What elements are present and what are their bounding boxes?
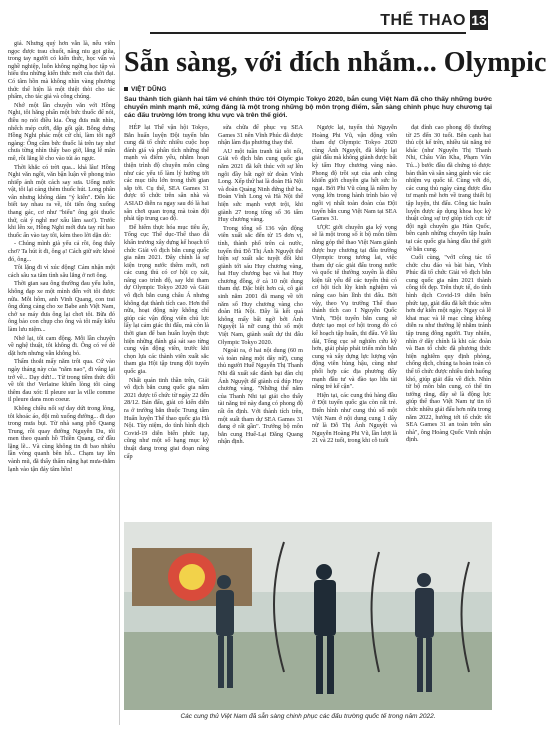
byline-author: VIỆT DŨNG [131, 86, 167, 93]
page-number: 13 [471, 12, 487, 28]
left-paragraph: Tôi lặng đi vì xúc động! Cảm nhận một cách sâu xa tâm tình sâu lắng ở nơi ông. [8, 264, 115, 279]
left-paragraph: - Chúng mình già yếu cả rồi, ông thấy chơ? Ta hút ít đi, ông ạ! Cách giữ sức khoẻ đó, ông... [8, 240, 115, 263]
body-paragraph: đạt đỉnh cao phong độ thường từ 25 đến 30 tuổi. Bên cạnh hai thủ cột kể trên, nhiều tài năng trẻ khác (như Nguyễn Thị Thanh Nhi, Châu Văn Kha, Phạm Văn Tú...) bước đầu đã chứng tỏ được bản thân và sẵn sàng gánh vác các nhiệm vụ quốc tế. Cùng với đó, các cung thủ ngày càng được đầu tư mạnh mẽ hơn về trang thiết bị tập luyện, thi đấu. Công tác huấn luyện được áp dụng khoa học kỹ thuật cũng sự trợ giúp tích cực từ đội ngũ chuyên gia Hàn Quốc, bên cạnh những chuyến tập huấn tại các quốc gia hàng đầu thế giới về bắn cung. [406, 124, 491, 253]
article-body [124, 124, 492, 520]
archery-photo [124, 522, 492, 710]
left-paragraph: Thời khắc có trời qua... khá lâu! Hồng Nghi văn ngồi, văn bận luận về phong trào nhiếp ảnh một cách say sưa. Uống nước vật, tôi lại cảng thèm thuốc hút. Long phân vân nhưng không dám "ý kiến". Đến lúc biết tay nhau ra về, tôi tiến ông xuống thang gác, cơ như "biểu" ông gói thuốc thứ, cái ý nghĩ mơ xấu lâm sao!). Trước khi lên xe, Hồng Nghi mới đưa tay rút bao thuốc ấn vào tay tôi, kèm theo lời dặn dò: [8, 163, 115, 239]
body-paragraph: Ngược lại, tuyển thủ Nguyễn Hoàng Phi Vũ, vận động viên tham dự Olympic Tokyo 2020 cùng Ánh Nguyệt, đã khép lại giải đấu mà không giành được bất kỳ tấm Huy chương vàng nào. Phong độ trồi sụt của anh cũng khiến giới chuyên gia hết sức lo ngại. Bởi Phi Vũ cùng là niềm hy vọng lớn trong hành trình bảo vệ ngôi vị nhất toàn đoàn của Đội tuyển bắn cung Việt Nam tại SEA Games 31. [312, 124, 397, 223]
body-paragraph: AU một tuần tranh tài sôi nổi, Giải vô địch bắn cung quốc gia năm 2021 đã kết thúc với sự lên ngôi đầy bất ngờ từ đoàn Vĩnh Long. Xếp thứ hai là đoàn Hà Nội và đoàn Quảng Ninh đứng thứ ba. Đoàn Vĩnh Long và Hà Nội thể hiện sức mạnh vượt trội, khi giành 27 trong tổng số 36 tấm Huy chương vàng. [218, 147, 303, 224]
body-paragraph: Nhất quán tinh thần trên, Giải vô địch bắn cung quốc gia năm 2021 được tổ chức từ ngày 22 đến 28/12. Bản đấu, giải có kiến diễn ra ở trường bắn thuộc Trung tâm Huấn luyện Thể thao quốc gia Hà Nội. Tùy niệm, do tình hình dịch Covid-19 diễn biến phức tạp, cũng như một số hạng mục kỹ thuật đang trong giai đoạn nâng cấp [124, 376, 209, 460]
body-column-1 [124, 124, 209, 520]
byline-square-icon [124, 87, 128, 91]
article-lead: Sau thành tích giành hai tấm vé chính thức tới Olympic Tokyo 2020, bắn cung Việt Nam đã cho thấy những bước chuyển mình mạnh mẽ, xứng đáng là một trong những bộ môn trọng điểm, sẵn sàng chinh phục huy chương tại các đấu trường lớn trong khu vực và trên thế giới. [124, 96, 492, 120]
body-column-2 [218, 124, 303, 520]
body-paragraph: Ngoài ra, ở hai nội dung (60 m và toàn năng một dây nữ), cung thủ người Huế Nguyễn Thị Thanh Nhi đã xuất sắc đánh bại đàn chị Ánh Nguyệt để giành cú đúp Huy chương vàng. "Những thế năm của Thanh Nhi tại giải cho thấy tài năng trẻ này đang có phong độ rất ổn định. Với thành tích trên, một suất tham dự SEA Games 31 đang ở rất gần". Trưởng bộ môn bắn cung Huế-Lại Đăng Quang nhận định. [218, 347, 303, 446]
body-paragraph: Cuối cùng, "vớI công tác tổ chức chu đáo và bài bản, Vĩnh Phúc đã tổ chức Giải vô địch bắn cung quốc gia năm 2021 thành công tốt đẹp. Trên thực tế, do tình hình dịch Covid-19 diễn biến phức tạp, giải đấu đã kết thúc sớm hơn dự kiến một ngày. Ngay cả lễ khai mạc và lễ mạc cũng không diễn ra như thường lệ nhằm tránh tập trung đông người. Tuy nhiên, nhìn ở dây chính là khi các đoàn và Ban tổ chức đã phương thức hiện nghiêm quy định phòng, chống dịch, chúng ta hoàn toàn có thể tổ chức được nhiều tình huống khó, giúp giải đấu về đích. Nhìn từ bộ môn bắn cung, có thể tin tưởng rằng, đây sẽ là động lực giúp thể thao Việt Nam tự tin tổ chức nhiều giải đấu hơn nữa trong năm 2022, hướng tới tổ chức tốt SEA Games 31 an toàn trên sân nhà", ông Hoàng Quốc Vinh nhận định. [406, 254, 491, 444]
column-divider [119, 40, 120, 725]
page-header [150, 10, 488, 32]
archery-photo-illustration [124, 522, 492, 710]
photo-caption: Các cung thủ Việt Nam đã sẵn sàng chinh phục các đấu trường quốc tế trong năm 2022. [180, 713, 436, 720]
left-paragraph: Nhớ một lần chuyện văn với Hồng Nghi, tôi hăng phấn một bức thuốc để nói, điều nọ nói điều kia. Ông đưa mắt nhìn, nhếch mép cười, đắp gối gật. Bỗng dưng Hồng Nghi phác một cử chỉ, làm tôi ngỡ ngàng: Ông cầm bức thuốc lá trên tay như chưa từng nhìn thấy bao giờ, lắng lẽ mân mê, rồi lẳng lẽ cho vào túi áo ngực. [8, 101, 115, 162]
left-paragraph: Thời gian sau ông thường đau yếu luôn, không đạp xe một mình đến với tôi được nữa. Mỗi hôm, anh Vinh Quang, con trai ông dùng cảng cho xe Babe anh Việt Nam, chở xe máy đưa ông lại chơi tôi. Bữa đó ông bảo con chụp cho ông và tôi mấy kiểu làm lưu niệm... [8, 280, 115, 333]
left-column [8, 40, 115, 725]
body-paragraph: Trong tổng số 136 vận động viên xuất sắc đến từ 15 đơn vị, tỉnh, thành phố trên cả nước, tuyển thủ Đỗ Thị Ánh Nguyệt thể hiện sự xuất sắc tuyệt đối khi giành tới sáu Huy chương vàng, hai Huy chương bạc và hai Huy chương đồng, ở cả 10 nội dung tham dự. Đặc biệt hơn cả, cô gái sinh năm 2001 đã mang về tới năm số Huy chương vàng cho đoàn Hà Nội. Đây là kết quả không mấy bất ngờ bởi Ánh Nguyệt là nữ cung thủ số một Việt Nam, giành suất dự thi đấu Olympic Tokyo 2020. [218, 224, 303, 346]
body-paragraph: sửa chữa để phục vụ SEA Games 31 nên Vĩnh Phúc đã được nhận làm địa phương thay thế. [218, 124, 303, 147]
section-title: THỂ THAO [380, 12, 466, 29]
left-paragraph: Thấm thoắt mấy năm trôi qua. Cứ vào ngày tháng này của "năm nao", đi vâng lại trở về... Dạy dứt!... Từ trong tiềm thức đối về tôi thơ Verlaine khiến lòng tôi càng thêm đau xót: Il pleure sur la ville comme il pleure dans mon coeur. [8, 358, 115, 404]
body-paragraph: Để hiểm thực hóa mục tiêu ấy, Tổng cục Thể dục-Thể thao đã khẩn trương xây dựng kế hoạch tổ chức Giải vô địch bắn cung quốc gia năm 2021. Đây chính là sự kiện trọng nước thêm mới, nơi các cung thủ có cơ hội cọ xát, nâng cao trình độ, say khi tham dự Olympic Tokyo 2020 và Giải vô địch bắn cung châu Á nhưng không đạt thành tích cao. Hơn thế nữa, hoạt động này không chỉ giúp các vận động viên chủ lực lấy lại cảm giác thi đấu, mà còn là thời gian để ban huấn luyện thực hiện những đánh giá sát sao từng cung vận động viên, trước khi chọn lựa các thành viên xuất sắc tham gia Hội tập trung đội tuyển quốc gia. [124, 223, 209, 375]
header-rule [150, 32, 466, 34]
body-column-4 [406, 124, 491, 520]
left-paragraph: Nhớ lại, tôi cam động. Mỗi lần chuyện về nghệ thuật, tôi không đi. Ông có vẻ dè dặt hơn nhưng vẫn không bỏ. [8, 334, 115, 357]
body-column-3 [312, 124, 397, 520]
body-paragraph: ƯỢC giới chuyên gia ký vọng sẽ là một trong số ít bộ môn tiềm năng góp thể thao Việt Nam giành được huy chương tại đấu trường Olympic trong tương lai, việc tham dự các giải đấu trong nước và quốc tế thường xuyên là điều kiện tất yếu để các tuyển thủ có cơ hội tích lũy kinh nghiệm và nâng cao bản lĩnh thi đấu. Bởi vậy, theo Vụ trưởng Thể thao thành tích cao I Nguyễn Quốc Vinh, "Đội tuyển bắn cung sẽ được tạo mọi cơ hội trong đó có kế hoạch tập huấn, thi đấu. Về lâu dài, Tổng cục sẽ nghiên cứu kỹ hơn, giải pháp phát triển môn bắn cung và xây dựng lực lượng vận động viên hùng hậu, cùng như phối hợp các địa phương đẩy mạnh đầu tư và đào tạo lứa tài năng trẻ kế cận". [312, 223, 397, 391]
left-paragraph: Không chiều nối sự day dứt trong lòng, tôi khoác áo, đội mũ xuống đường... đi dạo trong mưa bụi. Từ nhà sang phố Quang Trung, rồi quay đường Nguyễn Du, tôi men theo quanh hồ Thiền Quang, cứ đầu lặng lẽ... Và cùng không tin đi bao nhiêu lần vòng quanh bên hồ... Chạm tay lên vành mũ, đã thấy thấm nặng hạt mưa-thắm lạnh vào tận đáy tâm hồn! [8, 404, 115, 473]
article-byline [124, 86, 166, 93]
ground-area [124, 632, 492, 710]
article-headline: Sẵn sàng, với đích nhắm... Olympic [124, 47, 546, 78]
body-paragraph: Hiện tại, các cung thủ hàng đầu ở Đội tuyển quốc gia còn rất trẻ. Điển hình như cung thủ số một Việt Nam ở nội dung cung 1 dây nữ là Đỗ Thị Ánh Nguyệt và Nguyễn Hoàng Phi Vũ, lần lượt là 21 và 22 tuổi, trong khi cỗ tuổi [312, 391, 397, 445]
body-paragraph: HÉP lại Thế vận hội Tokyo, Bắn huấn luyện Đội tuyển bắn cung đã tổ chức nhiều cuộc hop đánh giá và phân tích những thế mạnh và điểm yếu, nhằm hoạn thiện trình độ chuyên môn cũng như các yếu tố làm lý hướng tới các mục tiêu lớn trong thời gian sắp tới. Cụ thể, SEA Games 31 được tổ chức trên sân nhà và ASIAD diễn ra ngay sau đó là hai sân chơi quan trọng mà toàn đội phải tập trung cao độ. [124, 124, 209, 223]
left-paragraph: giả. Nhưng quý hơn vẫn là, nếu viên ngọc được trau chuốt, nâng niu gọt giũa, trong tay người có kiến thức, học vấn và nghề nghiệp, luôn không ngừng học tập và hiểu thu những kiến thức mới của thời đại. Có tâm hồn mà không nhìn vàng phương thức thể hiện là một thiệt thòi cho tác phẩm, cho tác giả và công chúng. [8, 40, 115, 101]
